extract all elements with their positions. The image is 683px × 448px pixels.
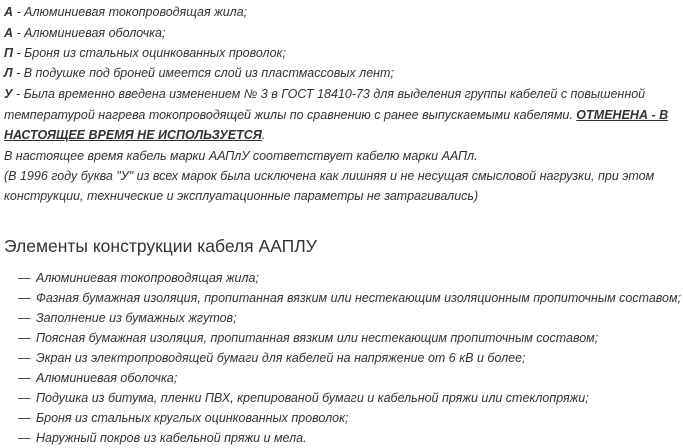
u-note-line-1 xyxy=(4,84,645,104)
cancelled-notice: ОТМЕНЕНА - В xyxy=(576,108,669,122)
list-item-text: Подушка из битума, пленки ПВХ, крепированой бумаги и кабельной пряжи или стеклопряжи; xyxy=(35,391,589,405)
dash-marker: — xyxy=(18,431,31,445)
dash-marker: — xyxy=(18,291,31,305)
history-note-line-1: (В 1996 году буква "У" из всех марок была исключена как лишняя и не несущая смысловой нагрузки, при этом xyxy=(4,169,655,183)
list-item-text: Фазная бумажная изоляция, пропитанная вязким или нестекающим изоляционным пропиточным составом; xyxy=(35,291,682,305)
list-item-text: Броня из стальных круглых оцинкованных проволок; xyxy=(35,411,349,425)
dash-marker: — xyxy=(18,391,31,405)
legend-line-p-armour xyxy=(4,43,286,63)
list-item-text: Алюминиевая оболочка; xyxy=(35,371,178,385)
dash-marker: — xyxy=(18,331,31,345)
list-item-text: Поясная бумажная изоляция, пропитанная вязким или нестекающим пропиточным составом; xyxy=(35,331,599,345)
list-item-text: Наружный покров из кабельной пряжи и мела. xyxy=(35,431,307,445)
list-item-text: Алюминиевая токопроводящая жила; xyxy=(35,271,259,285)
legend-text: - Броня из стальных оцинкованных проволок; xyxy=(13,46,286,60)
legend-text: - Алюминиевая оболочка; xyxy=(13,26,166,40)
legend-letter: А xyxy=(4,5,14,19)
u-note-period: . xyxy=(261,128,266,142)
legend-text: - Алюминиевая токопроводящая жила; xyxy=(13,5,248,19)
legend-line-a-sheath xyxy=(4,23,165,43)
list-item xyxy=(18,388,589,408)
legend-text: - В подушке под броней имеется слой из пластмассовых лент; xyxy=(12,66,394,80)
dash-marker: — xyxy=(18,271,31,285)
legend-line-l-tape xyxy=(4,63,394,83)
u-note-text: - Была временно введена изменением № 3 в ГОСТ 18410-73 для выделения группы кабелей с повышенной xyxy=(12,87,646,101)
list-item xyxy=(18,328,598,348)
current-note: В настоящее время кабель марки ААПлУ соответствует кабелю марки ААПл. xyxy=(4,149,478,163)
list-item xyxy=(18,308,237,328)
dash-marker: — xyxy=(18,311,31,325)
section-title: Элементы конструкции кабеля ААПЛУ xyxy=(4,236,317,256)
legend-letter: А xyxy=(4,26,14,40)
list-item-text: Экран из электропроводящей бумаги для кабелей на напряжение от 6 кВ и более; xyxy=(35,351,526,365)
legend-line-a-conductor xyxy=(4,2,247,22)
legend-letter: Л xyxy=(4,66,13,80)
list-item xyxy=(18,268,259,288)
u-note-line-3 xyxy=(4,125,265,145)
dash-marker: — xyxy=(18,411,31,425)
list-item-text: Заполнение из бумажных жгутов; xyxy=(35,311,237,325)
list-item xyxy=(18,348,526,368)
history-note-line-2: конструкции, технические и эксплуатационные параметры не затрагивались) xyxy=(4,189,479,203)
list-item xyxy=(18,288,681,308)
list-item xyxy=(18,368,177,388)
legend-letter: У xyxy=(4,87,13,101)
cancelled-notice-cont: НАСТОЯЩЕЕ ВРЕМЯ НЕ ИСПОЛЬЗУЕТСЯ xyxy=(4,128,262,142)
legend-letter: П xyxy=(4,46,13,60)
dash-marker: — xyxy=(18,371,31,385)
u-note-line-2 xyxy=(4,105,668,125)
u-note-text: температурой нагрева токопроводящей жилы по сравнению с ранее выпускаемыми кабелями. xyxy=(4,108,577,122)
list-item xyxy=(18,428,307,448)
dash-marker: — xyxy=(18,351,31,365)
list-item xyxy=(18,408,348,428)
